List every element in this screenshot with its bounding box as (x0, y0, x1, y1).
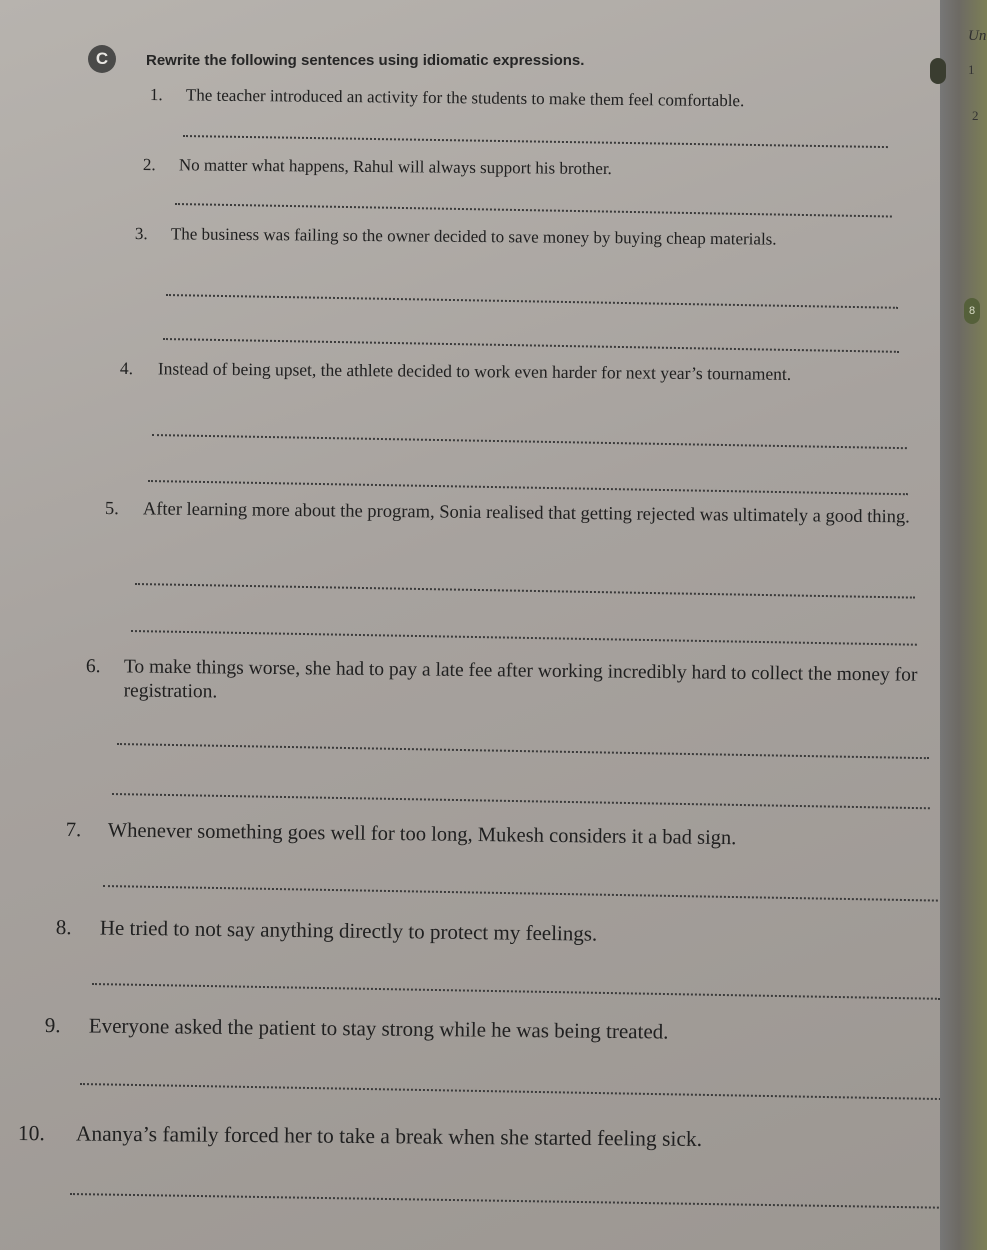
question-number: 8. (55, 914, 72, 940)
question-7 (66, 818, 906, 854)
question-8 (56, 914, 896, 951)
answer-line-3a (166, 294, 898, 309)
answer-line-6a (117, 743, 929, 759)
question-1 (150, 84, 890, 113)
answer-line-9 (80, 1083, 945, 1100)
question-text: Everyone asked the patient to stay strong while he was being treated. (88, 1013, 669, 1044)
next-page-number-fragment: 1 (968, 62, 975, 77)
question-text: To make things worse, she had to pay a late fee after working incredibly hard to collect the money for registration. (123, 656, 918, 703)
answer-line-8 (92, 983, 940, 1000)
answer-line-4a (152, 434, 907, 449)
next-page-number-fragment: 2 (972, 108, 979, 123)
question-text: Instead of being upset, the athlete decided to work even harder for next year’s tournament. (157, 358, 792, 384)
question-9 (45, 1012, 905, 1047)
answer-line-2 (175, 203, 892, 218)
question-number: 1. (149, 84, 163, 105)
question-text: No matter what happens, Rahul will always support his brother. (178, 155, 612, 179)
answer-line-6b (112, 793, 930, 809)
answer-line-5b (131, 630, 917, 646)
question-5 (105, 498, 913, 530)
section-badge: C (88, 45, 116, 73)
question-number: 10. (17, 1121, 45, 1146)
next-page-badge: 8 (964, 298, 980, 324)
answer-line-7 (103, 885, 938, 902)
question-number: 7. (65, 818, 82, 842)
exercise-instruction: Rewrite the following sentences using idiomatic expressions. (146, 52, 585, 69)
question-number: 9. (44, 1012, 61, 1038)
next-page-badge (930, 58, 946, 84)
question-2 (143, 154, 883, 182)
answer-line-3b (163, 338, 899, 353)
question-text: After learning more about the program, Sonia realised that getting rejected was ultimately a good thing. (142, 499, 910, 528)
question-10 (18, 1120, 898, 1155)
question-text: He tried to not say anything directly to protect my feelings. (99, 915, 598, 946)
answer-line-4b (148, 480, 908, 495)
question-6 (85, 655, 933, 713)
next-page-edge (940, 0, 987, 1250)
question-number: 2. (142, 154, 156, 175)
answer-line-10 (70, 1193, 950, 1209)
question-3 (135, 223, 901, 251)
question-number: 6. (85, 655, 101, 678)
answer-line-1 (183, 135, 888, 148)
question-text: The business was failing so the owner decided to save money by buying cheap materials. (170, 224, 777, 249)
question-4 (120, 358, 906, 387)
question-number: 3. (134, 223, 148, 244)
question-number: 4. (119, 358, 134, 379)
answer-line-5a (135, 583, 915, 599)
question-text: Whenever something goes well for too long, Mukesh considers it a bad sign. (107, 819, 737, 850)
question-text: Ananya’s family forced her to take a break when she started feeling sick. (75, 1121, 703, 1151)
question-number: 5. (104, 498, 119, 520)
question-text: The teacher introduced an activity for the students to make them feel comfortable. (185, 85, 745, 111)
next-page-heading-fragment: Un (968, 28, 987, 44)
